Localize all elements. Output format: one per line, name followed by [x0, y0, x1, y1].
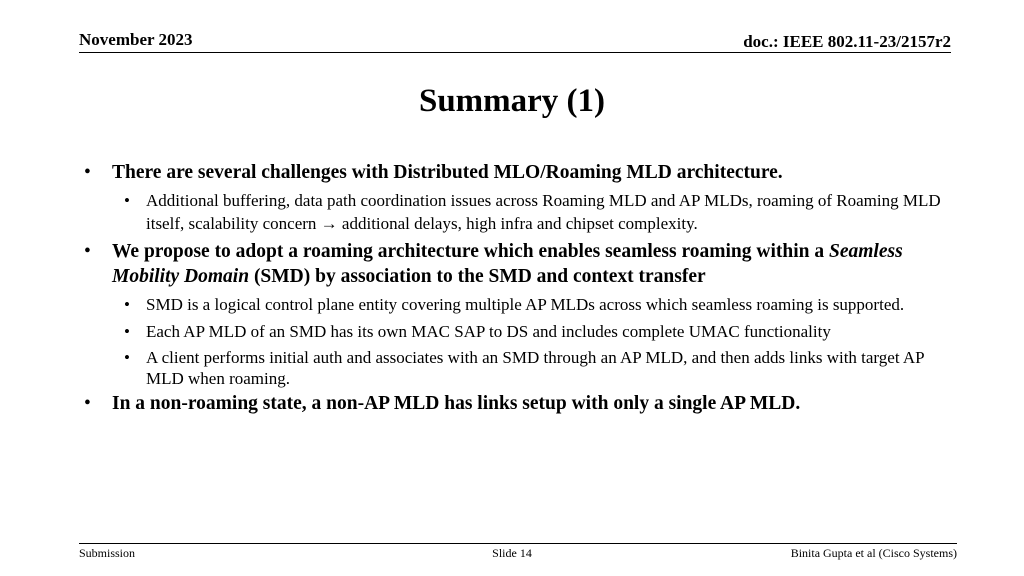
header-date: November 2023 [79, 30, 193, 49]
bullet-marker: • [84, 393, 91, 414]
bullet-marker: • [124, 191, 130, 210]
footer-divider [79, 543, 957, 544]
bullet-3-text: In a non-roaming state, a non-AP MLD has links setup with only a single AP MLD. [112, 393, 801, 414]
bullet-2-sub-1-text: SMD is a logical control plane entity covering multiple AP MLDs across which seamless roaming is supported. [146, 295, 905, 314]
bullet-1 [84, 160, 944, 185]
bullet-2-sub-2-text: Each AP MLD of an SMD has its own MAC SAP to DS and includes complete UMAC functionality [146, 322, 831, 341]
footer-slide-number: Slide 14 [492, 546, 532, 560]
header-divider [79, 52, 951, 53]
bullet-1-sub-1-text-cont: additional delays, high infra and chipset complexity. [337, 214, 698, 233]
footer-author: Binita Gupta et al (Cisco Systems) [790, 546, 957, 560]
bullet-marker: • [84, 241, 91, 262]
bullet-marker: • [124, 295, 130, 314]
bullet-2-text-cont: (SMD) by association to the SMD and context transfer [249, 266, 706, 287]
bullet-marker: • [124, 348, 130, 367]
slide-title: Summary (1) [418, 83, 606, 119]
bullet-2-sub-3 [84, 347, 944, 389]
bullet-1-text: There are several challenges with Distributed MLO/Roaming MLD architecture. [112, 162, 783, 183]
bullet-2-italic-term: Seamless Mobility Domain [112, 241, 903, 287]
bullet-2-text: We propose to adopt a roaming architecture which enables seamless roaming within a [112, 241, 829, 262]
bullet-marker: • [84, 162, 91, 183]
bullet-marker: • [124, 322, 130, 341]
arrow-icon: → [320, 214, 338, 233]
bullet-1-sub-1-text: Additional buffering, data path coordination issues across Roaming MLD and AP MLDs, roaming of Roaming MLD itself, scalability concern [146, 191, 941, 233]
bullet-3 [84, 391, 944, 416]
footer-submission: Submission [79, 546, 136, 560]
bullet-2-sub-1 [84, 293, 944, 316]
bullet-1-sub-1 [84, 189, 944, 235]
slide-body [84, 160, 944, 420]
bullet-2-sub-2 [84, 320, 944, 343]
bullet-2-sub-3-text: A client performs initial auth and associates with an SMD through an AP MLD, and then adds links with target AP MLD when roaming. [146, 348, 924, 388]
bullet-2 [84, 239, 944, 289]
header-doc-id: doc.: IEEE 802.11-23/2157r2 [743, 32, 951, 51]
